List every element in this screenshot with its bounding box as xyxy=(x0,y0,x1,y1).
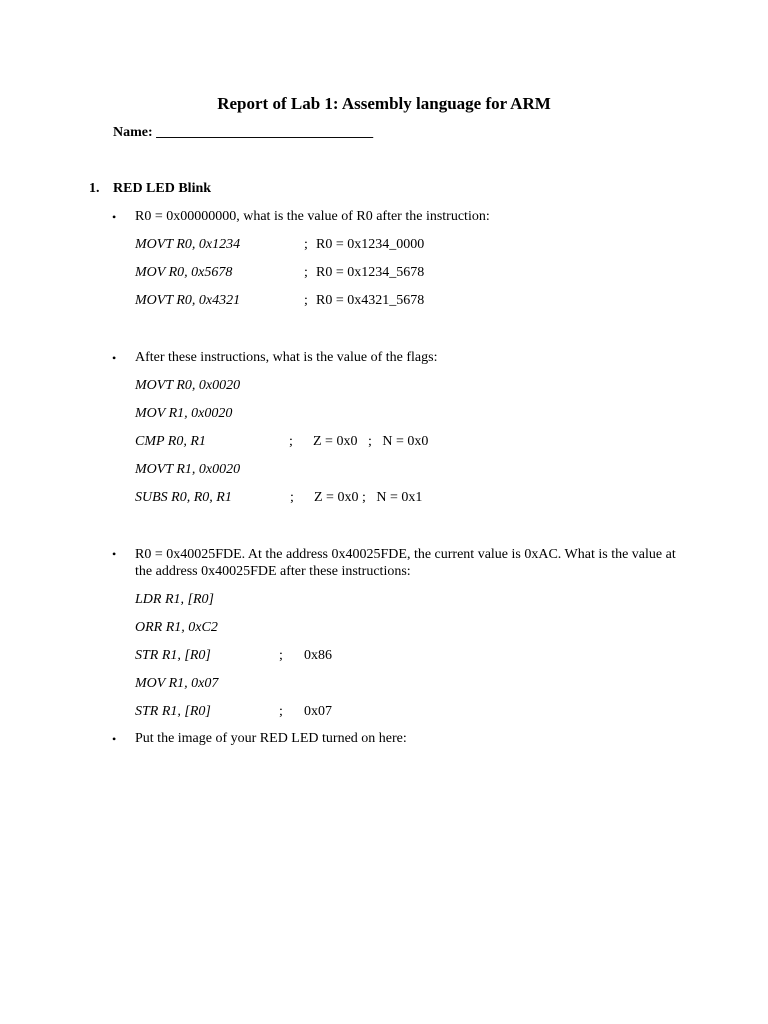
q3-code-line: MOV R1, 0x07 xyxy=(135,676,219,691)
q2-answer: Z = 0x0 ; N = 0x1 xyxy=(314,490,423,505)
q1-answer: R0 = 0x4321_5678 xyxy=(316,293,425,308)
q2-separator: ; xyxy=(289,434,293,449)
q3-separator: ; xyxy=(279,648,283,663)
q1-answer: R0 = 0x1234_5678 xyxy=(316,265,425,280)
q3-answer: 0x07 xyxy=(304,704,332,719)
q3-answer: 0x86 xyxy=(304,648,332,663)
q3-code-line: STR R1, [R0] xyxy=(135,648,211,663)
q3-separator: ; xyxy=(279,704,283,719)
name-field-line: Name: _______________________________ xyxy=(113,125,374,140)
q2-prompt: After these instructions, what is the value of the flags: xyxy=(135,350,438,365)
q2-answer: Z = 0x0 ; N = 0x0 xyxy=(313,434,429,449)
q3-prompt: R0 = 0x40025FDE. At the address 0x40025FDE, the current value is 0xAC. What is the value at the address 0x40025FDE after these instructions: xyxy=(135,547,676,579)
bullet-q3: • xyxy=(112,547,117,561)
q2-code-line: SUBS R0, R0, R1 xyxy=(135,490,232,505)
q3-code-line: LDR R1, [R0] xyxy=(135,592,214,607)
q2-code-line: MOVT R1, 0x0020 xyxy=(135,462,241,477)
document-title: Report of Lab 1: Assembly language for ARM xyxy=(217,94,551,113)
bullet-q1: • xyxy=(112,210,117,224)
q1-separator: ; xyxy=(304,293,308,308)
q1-prompt: R0 = 0x00000000, what is the value of R0 after the instruction: xyxy=(135,209,490,224)
q1-separator: ; xyxy=(304,237,308,252)
section-number: 1. xyxy=(89,181,100,196)
q3-code-line: ORR R1, 0xC2 xyxy=(135,620,218,635)
q2-code-line: MOVT R0, 0x0020 xyxy=(135,378,241,393)
section-title: RED LED Blink xyxy=(113,181,212,196)
q3-code-line: STR R1, [R0] xyxy=(135,704,211,719)
q2-code-line: CMP R0, R1 xyxy=(135,434,206,449)
q2-separator: ; xyxy=(290,490,294,505)
q4-prompt: Put the image of your RED LED turned on here: xyxy=(135,731,407,746)
q1-answer: R0 = 0x1234_0000 xyxy=(316,237,425,252)
q2-code-line: MOV R1, 0x0020 xyxy=(135,406,233,421)
q1-code-line: MOVT R0, 0x1234 xyxy=(135,237,241,252)
q1-separator: ; xyxy=(304,265,308,280)
bullet-q4: • xyxy=(112,732,117,746)
bullet-q2: • xyxy=(112,351,117,365)
q1-code-line: MOV R0, 0x5678 xyxy=(135,265,233,280)
q1-code-line: MOVT R0, 0x4321 xyxy=(135,293,241,308)
